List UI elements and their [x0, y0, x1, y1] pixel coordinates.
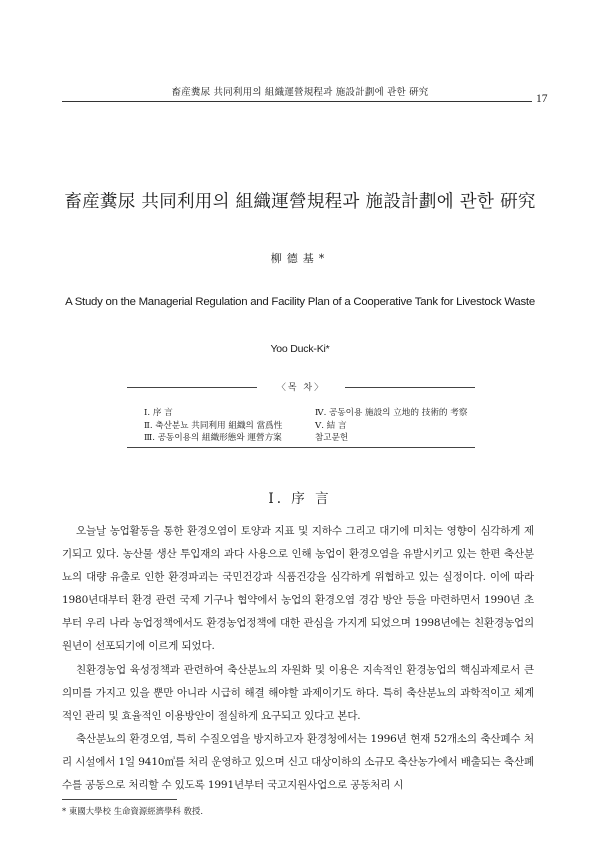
author-name: 柳德基*: [270, 252, 330, 265]
footnote-rule: [62, 799, 177, 800]
toc-heading: 〈목 차〉: [276, 383, 326, 393]
author-name-english: Yoo Duck-Ki*: [270, 343, 330, 355]
toc-column-right: [315, 407, 467, 445]
running-header: 畜産糞尿 共同利用의 組織運營規程과 施設計劃에 관한 硏究: [171, 87, 429, 98]
paper-title: 畜産糞尿 共同利用의 組織運營規程과 施設計劃에 관한 硏究: [64, 192, 536, 212]
toc-item: Ⅱ. 축산분뇨 共同利用 組織의 當爲性: [144, 420, 283, 431]
page-number: 17: [536, 93, 548, 105]
toc-item: Ⅲ. 공동이용의 組織形態와 運營方案: [144, 433, 282, 443]
toc-column-left: [144, 407, 282, 445]
footnote: * 東國大學校 生命資源經濟學科 敎授.: [62, 806, 204, 816]
toc-item: Ⅴ. 結 言: [315, 420, 347, 431]
paragraph: 친환경농업 육성정책과 관련하여 축산분뇨의 자원화 및 이용은 지속적인 환경농업의 핵심과제로서 큰 의미를 가지고 있을 뿐만 아니라 시급히 해결 해야할 과제이기도 하다. 특히 축산분뇨의 과학적이고 체계적인 관리 및 효율적인 이용방안이 절실하게 요구되고 있다고 본다.: [62, 663, 534, 722]
toc-item: Ⅳ. 공동이용 施設의 立地的 技術的 考察: [315, 408, 468, 418]
section-heading: Ⅰ. 序 言: [268, 491, 332, 507]
paragraph: 오늘날 농업활동을 통한 환경오염이 토양과 지표 및 지하수 그리고 대기에 미치는 영향이 심각하게 제기되고 있다. 농산물 생산 투입재의 과다 사용으로 인해 농업이 환경오염을 유발시키고 있는 한편 축산분뇨의 대량 유출로 인한 환경파괴는 국민건강과 식품건강을 심각하게 위협하고 있는 실정이다. 이에 따라 1980년대부터 환경 관련 국제 기구나 협약에서 농업의 환경오염 경감 방안 등을 마련하면서 1990년 초부터 우리 나라 농업정책에서도 환경농업정책에 대한 관심을 가지게 되었으며 1998년에는 친환경농업의 원년이 선포되기에 이르게 되었다.: [62, 525, 534, 653]
paper-title-english: A Study on the Managerial Regulation and Facility Plan of a Cooperative Tank for Livestock Waste: [65, 296, 535, 308]
header-rule: [62, 101, 532, 102]
paragraph: 축산분뇨의 환경오염, 특히 수질오염을 방지하고자 환경청에서는 1996년 현재 52개소의 축산폐수 처리 시설에서 1일 9410㎥를 처리 운영하고 있으며 신고 대상이하의 소규모 축산농가에서 배출되는 축산폐수를 공동으로 처리할 수 있도록 1991년부터 국고지원사업으로 공동처리 시: [62, 732, 534, 792]
toc-item: Ⅰ. 序 言: [144, 408, 173, 418]
body-text: [62, 520, 534, 797]
toc-item: 참고문헌: [315, 433, 349, 443]
table-of-contents: [127, 383, 475, 448]
